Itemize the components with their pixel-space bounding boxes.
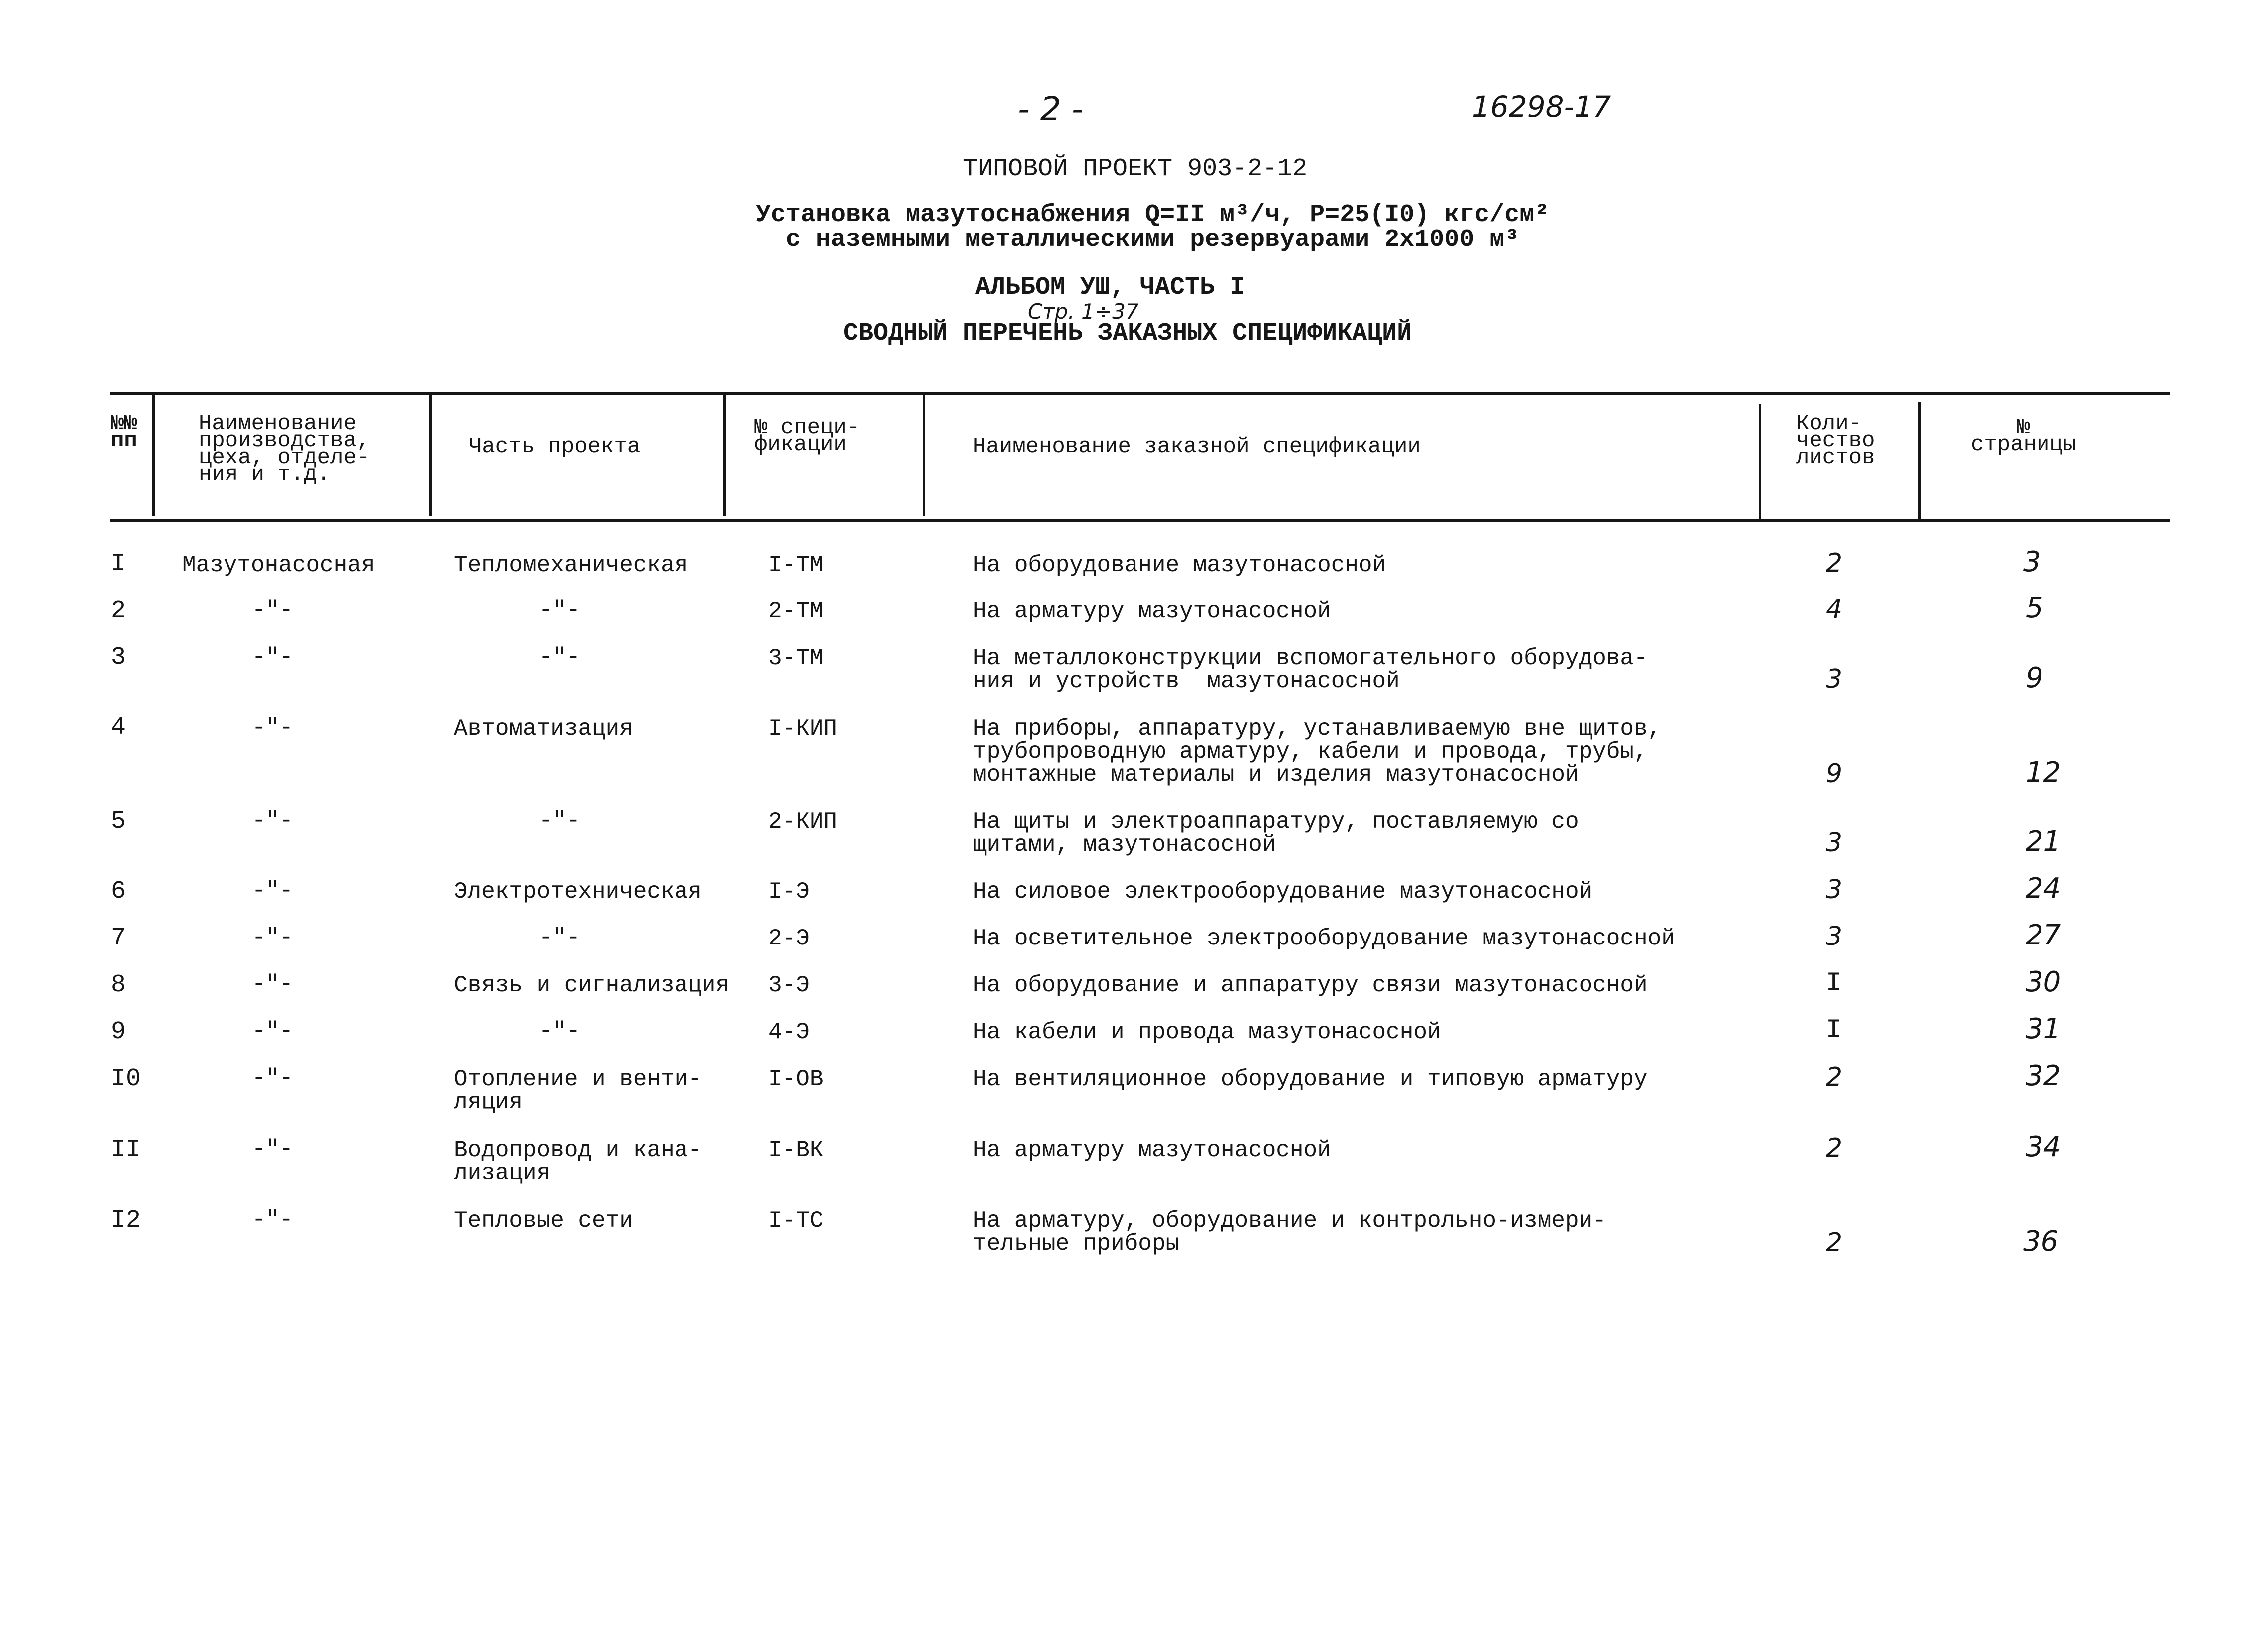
row-number: 8	[111, 971, 126, 999]
summary-title: СВОДНЫЙ ПЕРЕЧЕНЬ ЗАКАЗНЫХ СПЕЦИФИКАЦИЙ	[843, 319, 1412, 348]
row-page-number: 3	[2023, 546, 2041, 578]
row-project-part: Электротехническая	[454, 879, 702, 905]
row-sheet-count: 2	[1826, 1133, 1843, 1163]
row-spec-name: На арматуру мазутонасосной	[973, 598, 1331, 624]
table-top-rule	[110, 392, 2170, 395]
row-page-number: 5	[2026, 592, 2043, 624]
row-page-number: 21	[2026, 825, 2061, 858]
row-page-number: 27	[2026, 919, 2061, 951]
album-title: АЛЬБОМ УШ, ЧАСТЬ I	[975, 273, 1245, 302]
row-page-number: 24	[2026, 872, 2061, 905]
row-project-part: Тепловые сети	[454, 1208, 633, 1234]
column-divider	[1759, 404, 1761, 521]
row-page-number: 31	[2026, 1013, 2061, 1045]
row-spec-name: На арматуру, оборудование и контрольно-измери- тельные приборы	[973, 1208, 1606, 1257]
row-project-part: -"-	[539, 1018, 580, 1044]
row-spec-number: I-Э	[768, 879, 810, 905]
header-page-number: № страницы	[1971, 415, 2076, 457]
album-page-range: Стр. 1÷37	[1028, 299, 1139, 324]
row-spec-number: 3-ТМ	[768, 645, 824, 671]
row-project-part: -"-	[539, 808, 580, 834]
row-number: II	[111, 1136, 141, 1164]
column-divider	[923, 394, 925, 516]
row-number: I0	[111, 1065, 141, 1093]
row-spec-name: На арматуру мазутонасосной	[973, 1137, 1331, 1163]
row-number: I2	[111, 1206, 141, 1235]
row-sheet-count: 2	[1826, 1062, 1843, 1092]
row-spec-name: На силовое электрооборудование мазутонасосной	[973, 879, 1593, 905]
row-sheet-count: 2	[1826, 548, 1843, 578]
row-spec-number: 3-Э	[768, 972, 810, 998]
row-page-number: 34	[2026, 1131, 2061, 1163]
row-number: 5	[111, 807, 126, 836]
row-sheet-count: I	[1826, 1015, 1842, 1045]
row-spec-name: На оборудование и аппаратуру связи мазутонасосной	[973, 972, 1648, 998]
row-sheet-count: 3	[1826, 828, 1843, 858]
row-number: 7	[111, 924, 126, 952]
row-page-number: 12	[2026, 756, 2061, 789]
column-divider	[1918, 402, 1921, 521]
installation-title-line2: с наземными металлическими резервуарами 2х1000 м³	[786, 226, 1520, 254]
project-title: ТИПОВОЙ ПРОЕКТ 903-2-12	[963, 155, 1308, 183]
row-sheet-count: 9	[1826, 759, 1843, 789]
row-spec-number: I-КИП	[768, 716, 838, 742]
row-spec-name: На приборы, аппаратуру, устанавливаемую вне щитов, трубопроводную арматуру, кабели и провода, трубы, монтажные материалы и изделия мазутонасосной	[973, 716, 1662, 788]
column-divider	[429, 394, 432, 516]
row-spec-name: На оборудование мазутонасосной	[973, 552, 1386, 578]
row-spec-name: На осветительное электрооборудование мазутонасосной	[973, 926, 1675, 951]
row-number: 6	[111, 877, 126, 906]
row-production: -"-	[252, 1136, 293, 1162]
row-number: 4	[111, 713, 126, 742]
row-production: -"-	[252, 644, 293, 670]
row-project-part: Связь и сигнализация	[454, 972, 730, 998]
row-page-number: 36	[2023, 1225, 2059, 1258]
row-spec-name: На кабели и провода мазутонасосной	[973, 1019, 1441, 1045]
row-project-part: -"-	[539, 644, 580, 670]
row-production: -"-	[252, 808, 293, 834]
row-spec-name: На щиты и электроаппаратуру, поставляемую со щитами, мазутонасосной	[973, 809, 1579, 858]
header-row-number: №№ пп	[111, 411, 137, 453]
row-sheet-count: I	[1826, 968, 1842, 998]
row-sheet-count: 4	[1826, 594, 1843, 624]
row-spec-number: 2-КИП	[768, 809, 838, 835]
table-header-rule	[110, 519, 2170, 522]
row-spec-name: На металлоконструкции вспомогательного оборудова- ния и устройств мазутонасосной	[973, 645, 1648, 694]
row-spec-number: I-ТМ	[768, 552, 824, 578]
row-project-part: -"-	[539, 597, 580, 623]
row-project-part: Водопровод и кана- лизация	[454, 1137, 702, 1186]
row-spec-number: 4-Э	[768, 1019, 810, 1045]
row-sheet-count: 3	[1826, 875, 1843, 905]
row-sheet-count: 2	[1826, 1228, 1843, 1258]
row-project-part: Отопление и венти- ляция	[454, 1066, 702, 1115]
header-production: Наименование производства, цеха, отделе- ния и т.д.	[199, 411, 370, 487]
row-production: -"-	[252, 1065, 293, 1091]
row-project-part: -"-	[539, 925, 580, 950]
row-number: 3	[111, 643, 126, 672]
row-production: -"-	[252, 971, 293, 997]
row-number: 9	[111, 1018, 126, 1046]
row-project-part: Тепломеханическая	[454, 552, 688, 578]
row-spec-number: I-ОВ	[768, 1066, 824, 1092]
column-divider	[152, 394, 155, 516]
row-production: -"-	[252, 878, 293, 904]
installation-title-line1: Установка мазутоснабжения Q=II м³/ч, Р=25(I0) кгс/см²	[756, 201, 1550, 229]
header-sheet-count: Коли- чество листов	[1796, 411, 1875, 470]
row-page-number: 32	[2026, 1060, 2061, 1092]
row-page-number: 9	[2026, 662, 2043, 694]
row-production: -"-	[252, 715, 293, 741]
row-sheet-count: 3	[1826, 922, 1843, 951]
row-page-number: 30	[2026, 966, 2061, 998]
row-production: Мазутонасосная	[182, 552, 375, 578]
row-project-part: Автоматизация	[454, 716, 633, 742]
document-code: 16298-17	[1472, 90, 1611, 124]
row-production: -"-	[252, 925, 293, 950]
row-sheet-count: 3	[1826, 664, 1843, 694]
row-production: -"-	[252, 1207, 293, 1233]
row-number: 2	[111, 597, 126, 625]
header-project-part: Часть проекта	[469, 434, 641, 459]
row-spec-number: 2-ТМ	[768, 598, 824, 624]
row-production: -"-	[252, 597, 293, 623]
row-spec-name: На вентиляционное оборудование и типовую арматуру	[973, 1066, 1648, 1092]
row-spec-number: 2-Э	[768, 926, 810, 951]
row-spec-number: I-ВК	[768, 1137, 824, 1163]
header-spec-name: Наименование заказной спецификации	[973, 434, 1421, 459]
column-divider	[723, 394, 726, 516]
row-spec-number: I-ТС	[768, 1208, 824, 1234]
row-number: I	[111, 550, 126, 578]
header-spec-number: № специ- фикации	[754, 415, 860, 457]
page-number: - 2 -	[1018, 90, 1084, 128]
row-production: -"-	[252, 1018, 293, 1044]
